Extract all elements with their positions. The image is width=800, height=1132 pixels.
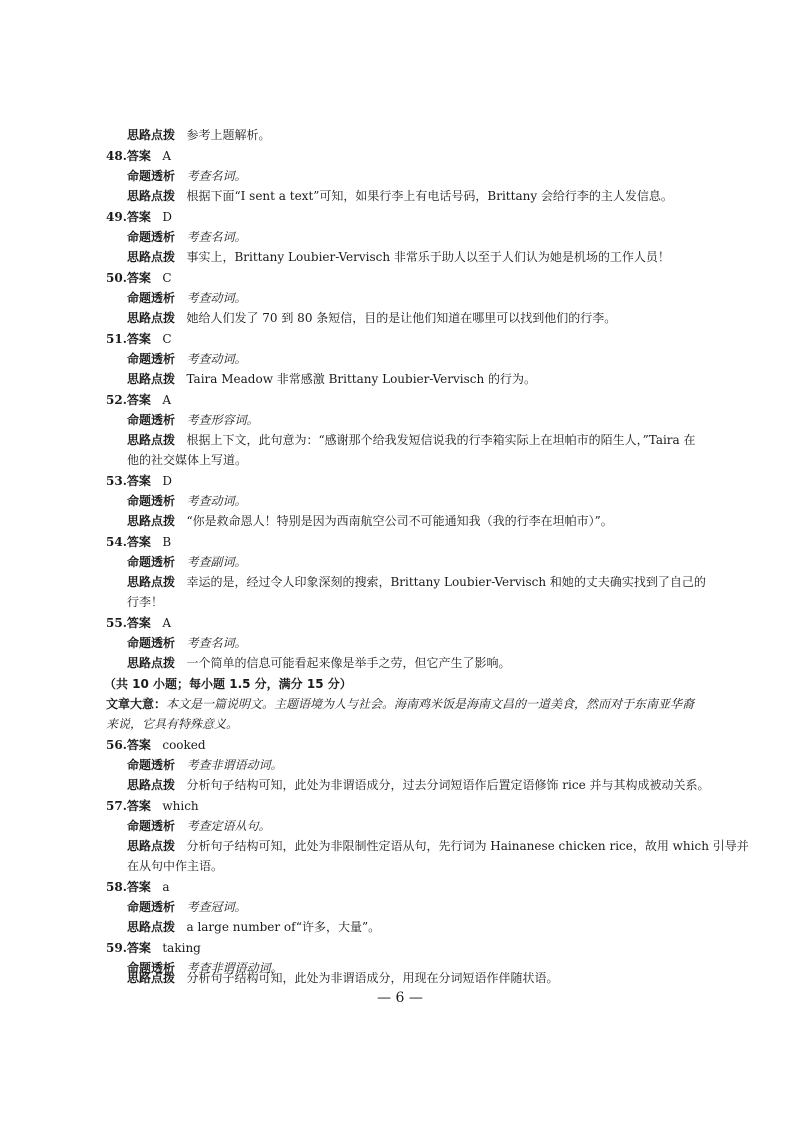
hint-label: 思路点拨	[127, 372, 176, 386]
article-summary-text: 本文是一篇说明文。主题语境为人与社会。海南鸡米饭是海南文昌的一道美食，然而对于东南亚华裔	[166, 697, 695, 711]
transparency-label: 命题透析	[127, 413, 176, 427]
page-number: — 6 —	[377, 990, 423, 1006]
answer-line	[106, 209, 172, 225]
hint-label: 思路点拨	[127, 839, 176, 853]
answer-value: C	[162, 332, 172, 346]
answer-value: taking	[162, 941, 201, 955]
transparency-text: 考查非谓语动词。	[186, 961, 283, 975]
hint-line	[127, 574, 706, 590]
transparency-label: 命题透析	[127, 291, 176, 305]
transparency-label: 命题透析	[127, 758, 176, 772]
hint-label: 思路点拨	[127, 311, 176, 325]
answer-line	[106, 148, 171, 164]
hint-line	[127, 513, 613, 529]
question-number: 53.	[106, 474, 127, 488]
answer-label: 答案	[126, 941, 151, 955]
transparency-line	[127, 290, 246, 306]
transparency-label: 命题透析	[127, 555, 176, 569]
question-number: 58.	[106, 880, 127, 894]
answer-line	[106, 392, 171, 408]
answer-value: which	[162, 799, 199, 813]
question-number: 50.	[106, 271, 127, 285]
hint-text: 她给人们发了 70 到 80 条短信，目的是让他们知道在哪里可以找到他们的行李。	[186, 311, 617, 325]
transparency-label: 命题透析	[127, 961, 176, 975]
hint-line	[127, 310, 616, 326]
transparency-text: 考查冠词。	[186, 900, 247, 914]
hint-text: 分析句子结构可知，此处为非限制性定语从句，先行词为 Hainanese chicken rice，故用 which 引导并	[186, 839, 749, 853]
answer-label: 答案	[126, 535, 151, 549]
hint-line	[127, 249, 670, 265]
question-number: 55.	[106, 616, 127, 630]
transparency-text: 考查动词。	[186, 352, 247, 366]
answer-label: 答案	[126, 799, 151, 813]
hint-continuation: 他的社交媒体上写道。	[127, 453, 248, 467]
hint-label: 思路点拨	[127, 250, 176, 264]
transparency-line	[127, 635, 246, 651]
answer-value: cooked	[162, 738, 206, 752]
question-number: 52.	[106, 393, 127, 407]
hint-text: a large number of“许多，大量”。	[186, 920, 381, 934]
answer-value: a	[162, 880, 170, 894]
answer-label: 答案	[126, 616, 151, 630]
answer-line	[106, 879, 170, 895]
question-number: 54.	[106, 535, 127, 549]
transparency-line	[127, 554, 246, 570]
transparency-line	[127, 899, 246, 915]
article-summary-line	[106, 696, 694, 712]
answer-value: A	[162, 393, 172, 407]
hint-label: 思路点拨	[127, 128, 176, 142]
transparency-line	[127, 168, 246, 184]
hint-continuation: 行李！	[127, 595, 164, 609]
transparency-line	[127, 757, 282, 773]
hint-line	[127, 919, 380, 935]
answer-line	[106, 331, 172, 347]
answer-line	[106, 798, 199, 814]
hint-label: 思路点拨	[127, 575, 176, 589]
answer-value: D	[162, 210, 172, 224]
hint-text: 一个简单的信息可能看起来像是举手之劳，但它产生了影响。	[186, 656, 511, 670]
answer-label: 答案	[126, 332, 151, 346]
question-number: 59.	[106, 941, 127, 955]
section-header: （共 10 小题；每小题 1.5 分，满分 15 分）	[104, 677, 352, 691]
hint-text: 根据下面“I sent a text”可知，如果行李上有电话号码，Brittany 会给行李的主人发信息。	[186, 189, 673, 203]
answer-value: B	[162, 535, 172, 549]
hint-line	[127, 188, 673, 204]
transparency-line	[127, 412, 258, 428]
question-number: 49.	[106, 210, 127, 224]
hint-continuation: 在从句中作主语。	[127, 859, 224, 873]
intro-hint-line	[127, 127, 270, 143]
transparency-label: 命题透析	[127, 494, 176, 508]
transparency-line	[127, 351, 246, 367]
transparency-label: 命题透析	[127, 230, 176, 244]
transparency-line	[127, 818, 270, 834]
question-number: 48.	[106, 149, 127, 163]
transparency-line	[127, 229, 246, 245]
transparency-label: 命题透析	[127, 352, 176, 366]
hint-text: 事实上，Brittany Loubier-Vervisch 非常乐于助人以至于人们认为她是机场的工作人员！	[186, 250, 670, 264]
transparency-text: 考查名词。	[186, 636, 247, 650]
answer-label: 答案	[126, 880, 151, 894]
hint-text: Taira Meadow 非常感激 Brittany Loubier-Vervisch 的行为。	[186, 372, 537, 386]
transparency-text: 考查动词。	[186, 291, 247, 305]
article-summary-continuation: 来说，它具有特殊意义。	[106, 717, 239, 731]
answer-value: A	[162, 149, 172, 163]
answer-label: 答案	[126, 474, 151, 488]
transparency-label: 命题透析	[127, 819, 176, 833]
article-summary-label: 文章大意：	[106, 697, 167, 711]
hint-label: 思路点拨	[127, 189, 176, 203]
answer-label: 答案	[126, 210, 151, 224]
answer-value: A	[162, 616, 172, 630]
hint-text: “你是救命恩人！特别是因为西南航空公司不可能通知我（我的行李在坦帕市）”。	[186, 514, 613, 528]
hint-line	[127, 655, 510, 671]
hint-text: 分析句子结构可知，此处为非谓语成分，过去分词短语作后置定语修饰 rice 并与其构成被动关系。	[186, 778, 710, 792]
answer-line	[106, 473, 172, 489]
answer-value: D	[162, 474, 172, 488]
hint-label: 思路点拨	[127, 971, 176, 985]
hint-label: 思路点拨	[127, 920, 176, 934]
transparency-text: 考查动词。	[186, 494, 247, 508]
answer-line	[106, 534, 171, 550]
hint-label: 思路点拨	[127, 514, 176, 528]
transparency-text: 考查名词。	[186, 169, 247, 183]
transparency-text: 考查形容词。	[186, 413, 259, 427]
transparency-line	[127, 493, 246, 509]
question-number: 57.	[106, 799, 127, 813]
hint-label: 思路点拨	[127, 433, 176, 447]
hint-line	[127, 777, 710, 793]
transparency-text: 考查非谓语动词。	[186, 758, 283, 772]
transparency-label: 命题透析	[127, 636, 176, 650]
answer-line	[106, 737, 206, 753]
hint-text: 幸运的是，经过令人印象深刻的搜索，Brittany Loubier-Vervisch 和她的丈夫确实找到了自己的	[186, 575, 706, 589]
transparency-text: 考查定语从句。	[186, 819, 271, 833]
answer-label: 答案	[126, 393, 151, 407]
answer-value: C	[162, 271, 172, 285]
transparency-label: 命题透析	[127, 900, 176, 914]
hint-line	[127, 970, 558, 986]
answer-label: 答案	[126, 149, 151, 163]
hint-line	[127, 838, 749, 854]
answer-line	[106, 270, 172, 286]
hint-label: 思路点拨	[127, 778, 176, 792]
answer-line	[106, 940, 201, 956]
hint-text: 根据上下文，此句意为：“感谢那个给我发短信说我的行李箱实际上在坦帕市的陌生人，”Taira 在	[186, 433, 696, 447]
hint-line	[127, 371, 536, 387]
transparency-text: 考查副词。	[186, 555, 247, 569]
answer-label: 答案	[126, 271, 151, 285]
hint-line	[127, 432, 696, 448]
hint-text: 参考上题解析。	[186, 128, 271, 142]
answer-line	[106, 615, 171, 631]
question-number: 51.	[106, 332, 127, 346]
hint-text: 分析句子结构可知，此处为非谓语成分，用现在分词短语作伴随状语。	[186, 971, 559, 985]
question-number: 56.	[106, 738, 127, 752]
transparency-label: 命题透析	[127, 169, 176, 183]
answer-label: 答案	[126, 738, 151, 752]
hint-label: 思路点拨	[127, 656, 176, 670]
transparency-text: 考查名词。	[186, 230, 247, 244]
